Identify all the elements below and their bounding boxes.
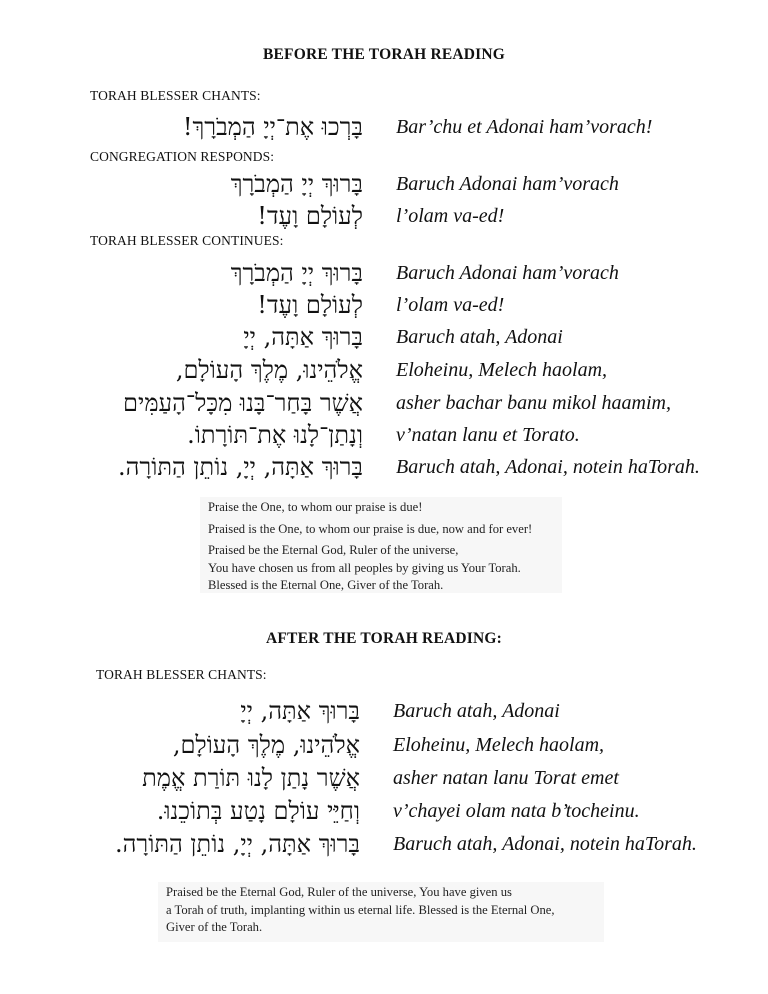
transliteration: Baruch Adonai ham’vorach (396, 262, 619, 284)
hebrew-text: אֱלֹהֵינוּ, מֶלֶךְ הָעוֹלָם, (172, 731, 360, 759)
hebrew-text: לְעוֹלָם וָעֶד! (257, 202, 363, 230)
transliteration: asher natan lanu Torat emet (393, 767, 619, 789)
blessing-line (0, 259, 768, 292)
blessing-line (0, 453, 768, 486)
translation-line: Praised is the One, to whom our praise is due, now and for ever! (208, 521, 533, 536)
blessing-line (0, 797, 768, 830)
response-line (0, 170, 768, 203)
transliteration: l’olam va-ed! (396, 205, 505, 227)
blessing-line (0, 697, 768, 730)
translation-line: Giver of the Torah. (166, 920, 263, 934)
blessing-line (0, 731, 768, 764)
transliteration: l’olam va-ed! (396, 294, 505, 316)
blessing-line (0, 356, 768, 389)
hebrew-text: בָּרוּךְ אַתָּה, יְיָ (243, 323, 363, 351)
transliteration: Baruch atah, Adonai (393, 700, 560, 722)
blessing-line (0, 389, 768, 422)
hebrew-text: בָּרְכוּ אֶת־יְיָ הַמְבֹרָךְ! (182, 113, 363, 141)
after-translation-box (158, 882, 604, 942)
blessing-line (0, 323, 768, 356)
transliteration: v’chayei olam nata b’tocheinu. (393, 800, 640, 822)
hebrew-text: וְחַיֵּי עוֹלָם נָטַע בְּתוֹכֵנוּ. (156, 797, 360, 825)
translation-line: Blessed is the Eternal One, Giver of the Torah. (208, 578, 444, 592)
transliteration: Baruch Adonai ham’vorach (396, 173, 619, 195)
translation-line: Praised be the Eternal God, Ruler of the universe, You have given us (166, 885, 512, 899)
hebrew-text: אֱלֹהֵינוּ, מֶלֶךְ הָעוֹלָם, (175, 356, 363, 384)
hebrew-text: אֲשֶׁר בָּחַר־בָּנוּ מִכָּל־הָעַמִּים (123, 389, 363, 417)
after-heading: AFTER THE TORAH READING: (265, 630, 503, 647)
transliteration: Baruch atah, Adonai, notein haTorah. (396, 456, 700, 478)
before-heading: BEFORE THE TORAH READING (262, 46, 506, 63)
transliteration: asher bachar banu mikol haamim, (396, 392, 671, 414)
congregation-responds-label: CONGREGATION RESPONDS: (90, 149, 275, 164)
transliteration: Bar’chu et Adonai ham’vorach! (396, 116, 653, 138)
translation-line: You have chosen us from all peoples by giving us Your Torah. (208, 560, 521, 575)
blessing-line (0, 291, 768, 324)
transliteration: Eloheinu, Melech haolam, (396, 359, 608, 381)
hebrew-text: לְעוֹלָם וָעֶד! (257, 291, 363, 319)
hebrew-text: אֲשֶׁר נָתַן לָנוּ תּוֹרַת אֱמֶת (142, 764, 360, 792)
hebrew-text: בָּרוּךְ אַתָּה, יְיָ, נוֹתֵן הַתּוֹרָה. (115, 830, 360, 858)
transliteration: Baruch atah, Adonai (396, 326, 563, 348)
blesser-continues-label: TORAH BLESSER CONTINUES: (90, 233, 284, 248)
hebrew-text: וְנָתַן־לָנוּ אֶת־תּוֹרָתוֹ. (187, 421, 363, 449)
translation-line: Praise the One, to whom our praise is due! (208, 500, 423, 514)
hebrew-text: בָּרוּךְ אַתָּה, יְיָ, נוֹתֵן הַתּוֹרָה. (118, 453, 363, 481)
response-line (0, 202, 768, 235)
hebrew-text: בָּרוּךְ יְיָ הַמְבֹרָךְ (230, 170, 363, 198)
translation-line: Praised be the Eternal God, Ruler of the universe, (208, 543, 459, 557)
chant-line (0, 113, 768, 146)
hebrew-text: בָּרוּךְ אַתָּה, יְיָ (240, 697, 360, 725)
transliteration: Baruch atah, Adonai, notein haTorah. (393, 833, 697, 855)
transliteration: Eloheinu, Melech haolam, (393, 734, 605, 756)
translation-line: a Torah of truth, implanting within us eternal life. Blessed is the Eternal One, (166, 902, 555, 917)
before-translation-box (200, 497, 562, 593)
transliteration: v’natan lanu et Torato. (396, 424, 580, 446)
blesser-chants-label: TORAH BLESSER CHANTS: (90, 88, 261, 103)
blessing-line (0, 421, 768, 454)
blessing-line (0, 764, 768, 797)
blesser-chants-label: TORAH BLESSER CHANTS: (96, 667, 267, 682)
hebrew-text: בָּרוּךְ יְיָ הַמְבֹרָךְ (230, 259, 363, 287)
blessing-line (0, 830, 768, 863)
